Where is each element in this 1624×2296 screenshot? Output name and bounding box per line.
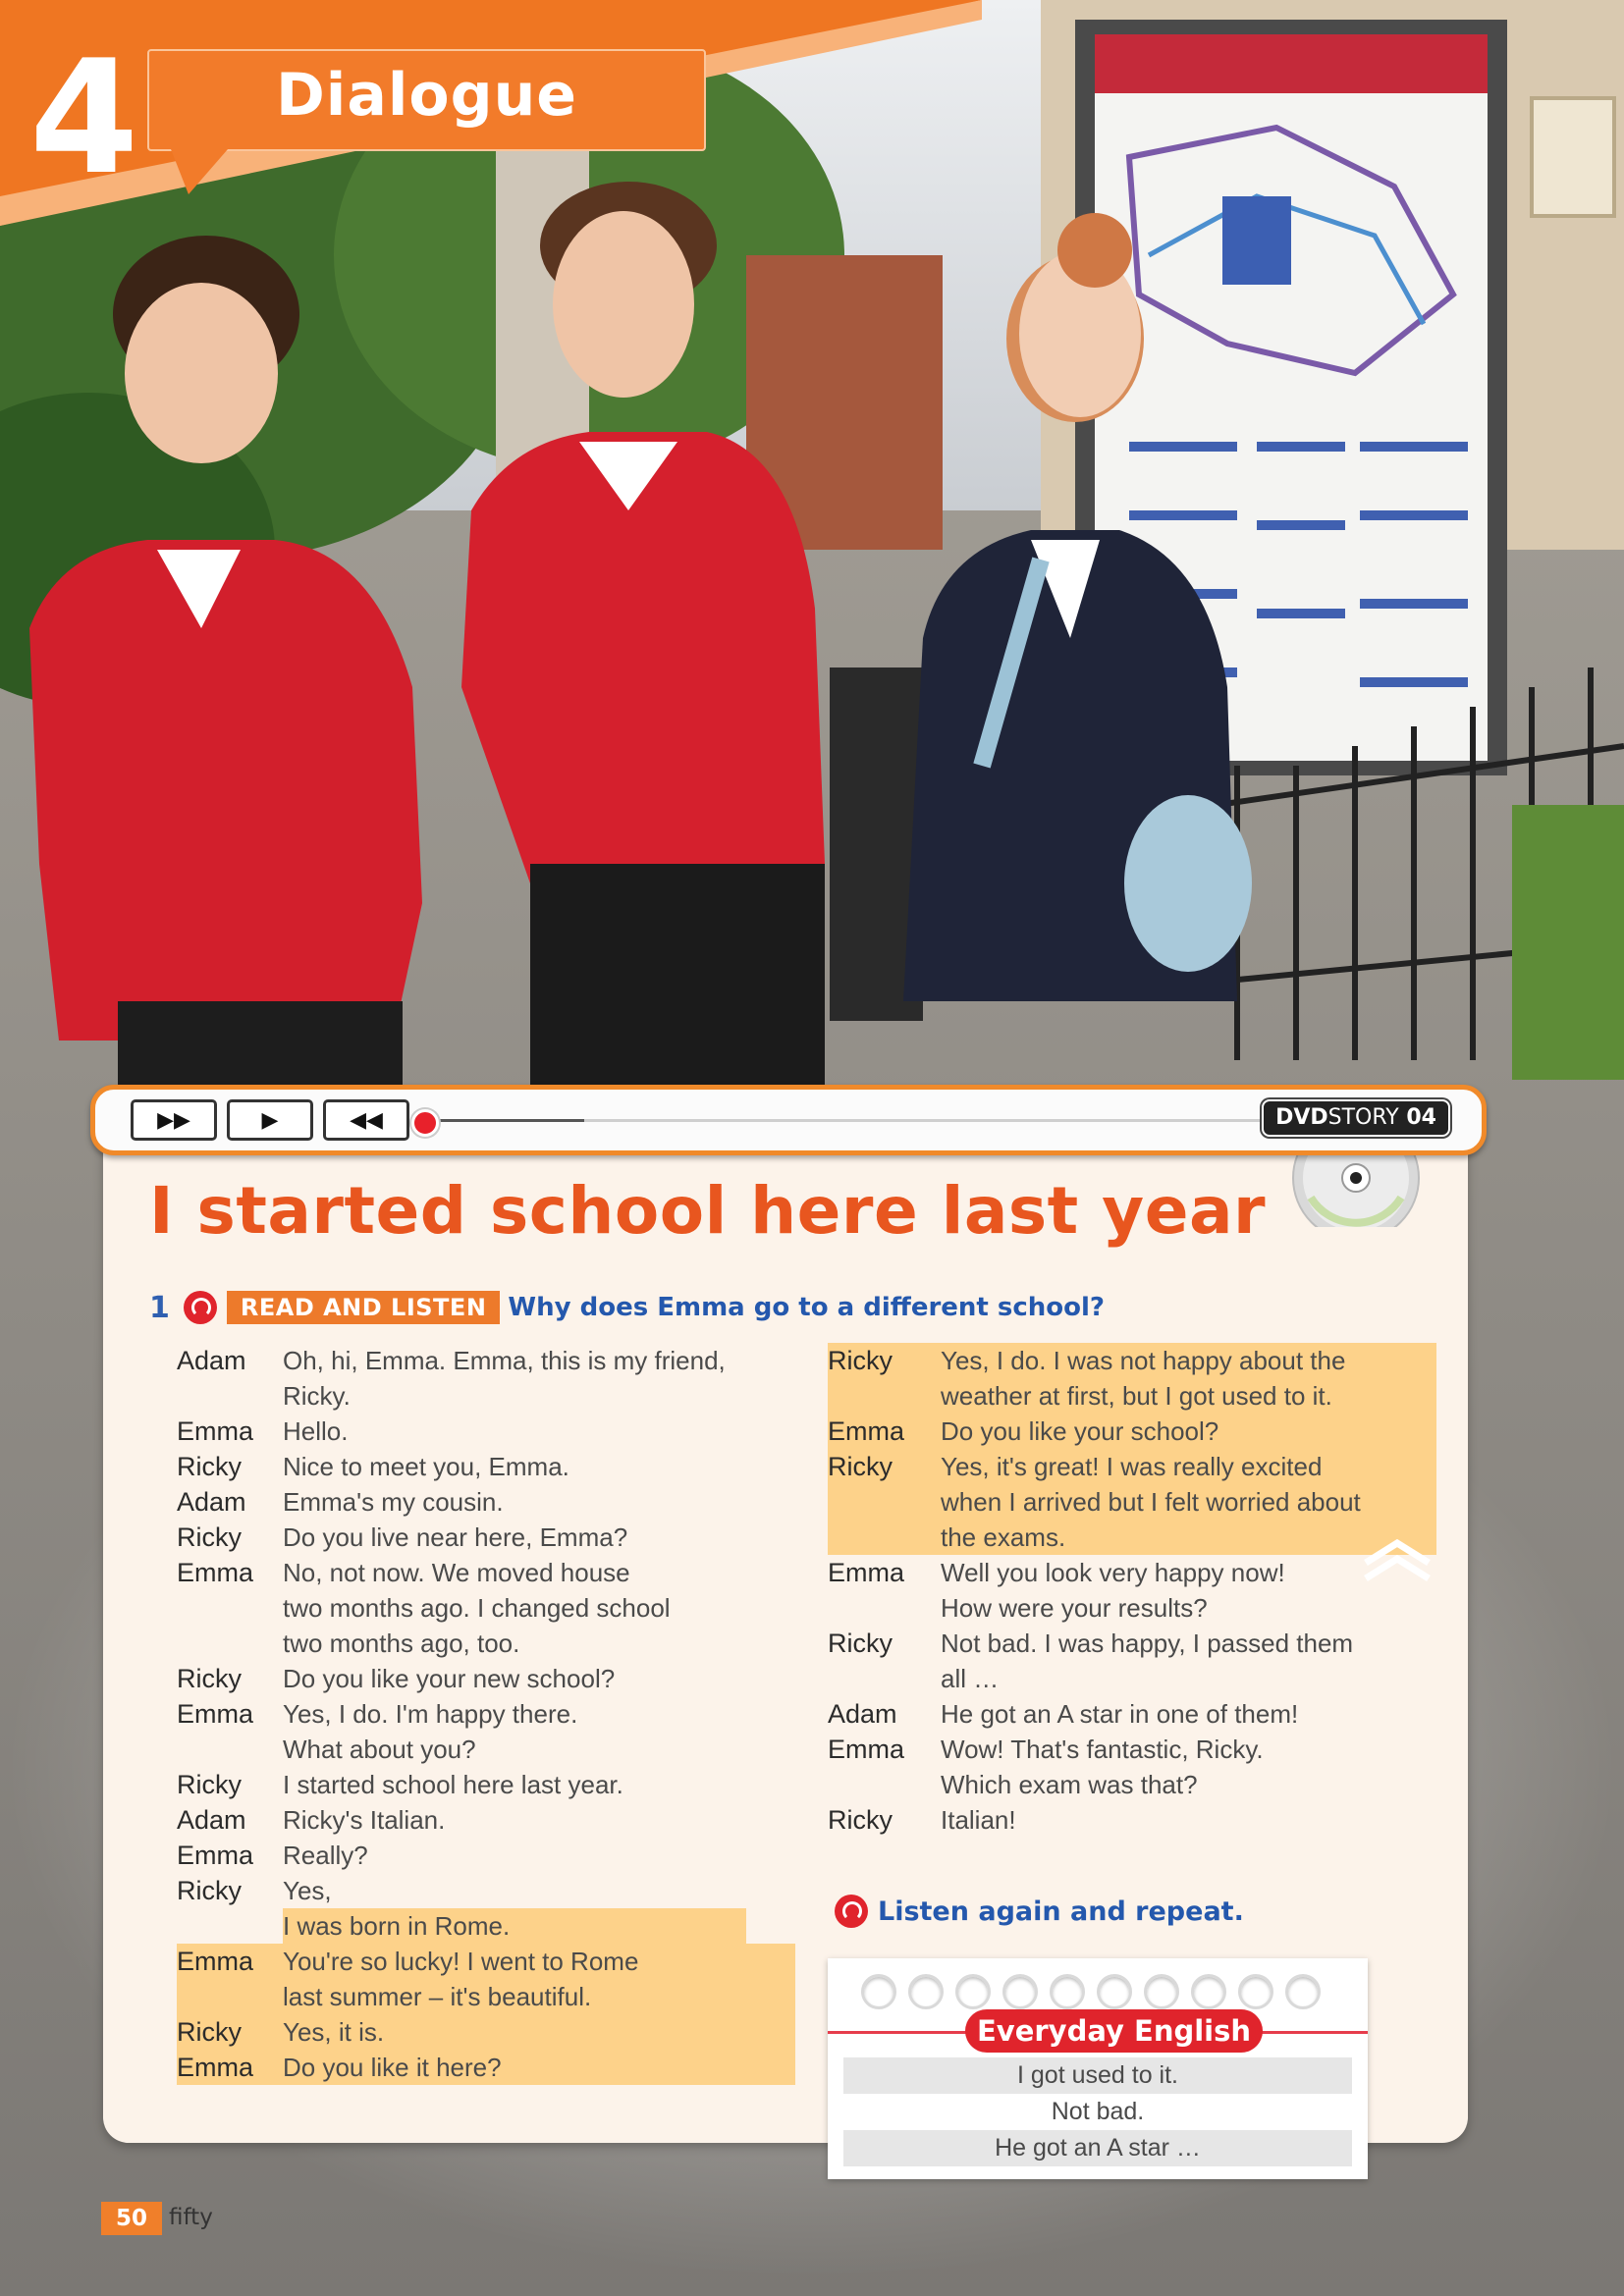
everyday-english-phrase: He got an A star … — [843, 2130, 1352, 2166]
speech-line: Do you like your school? — [941, 1416, 1219, 1446]
binder-ring-icon — [955, 1974, 991, 2009]
speech-line: No, not now. We moved house — [283, 1558, 630, 1587]
speech-line: two months ago. I changed school — [283, 1593, 671, 1623]
speech-text-part: Yes, — [283, 1876, 332, 1905]
speech-text — [941, 1343, 1436, 1414]
speaker-name: Ricky — [828, 1805, 893, 1835]
dialogue-right-column — [828, 1343, 1436, 1838]
dialogue-row — [828, 1343, 1436, 1414]
speech-text — [283, 1873, 795, 1944]
speaker-name: Emma — [177, 1699, 254, 1729]
dialogue-row — [828, 1732, 1436, 1802]
speech-line: Ricky's Italian. — [283, 1805, 446, 1835]
speech-line: He got an A star in one of them! — [941, 1699, 1299, 1729]
speech-text — [283, 1696, 795, 1767]
speech-text — [283, 1944, 795, 2014]
speaker-name: Ricky — [177, 1770, 242, 1799]
fast-forward-button[interactable] — [131, 1099, 217, 1141]
story-number: 04 — [1406, 1105, 1436, 1130]
listen-again-instruction — [835, 1895, 1244, 1928]
speaker-name: Emma — [828, 1735, 905, 1764]
speech-line: Yes, it's great! I was really excited — [941, 1452, 1323, 1481]
binder-ring-icon — [908, 1974, 944, 2009]
speech-text — [283, 2050, 795, 2085]
speech-line: Do you like your new school? — [283, 1664, 616, 1693]
speech-line: Yes, I do. I'm happy there. — [283, 1699, 578, 1729]
rewind-button[interactable] — [323, 1099, 409, 1141]
speech-text — [283, 2014, 795, 2050]
section-title-bubble — [147, 49, 706, 151]
speaker-name: Emma — [177, 1416, 254, 1446]
progress-fill — [427, 1119, 584, 1122]
speech-text — [941, 1732, 1436, 1802]
everyday-english-title: Everyday English — [965, 2009, 1263, 2053]
dialogue-row — [177, 1661, 795, 1696]
dialogue-row — [828, 1555, 1436, 1626]
speech-text — [283, 1449, 795, 1484]
dialogue-row — [828, 1626, 1436, 1696]
speech-line: Yes, I do. I was not happy about the — [941, 1346, 1346, 1375]
dialogue-row — [177, 1414, 795, 1449]
dvd-label: DVD — [1275, 1105, 1328, 1130]
speech-line: when I arrived but I felt worried about — [941, 1487, 1361, 1517]
speaker-name: Ricky — [828, 1629, 893, 1658]
dialogue-row — [828, 1449, 1436, 1555]
speech-line: Oh, hi, Emma. Emma, this is my friend, — [283, 1346, 726, 1375]
dialogue-row — [177, 1944, 795, 2014]
speech-text — [283, 1414, 795, 1449]
dialogue-row — [177, 1696, 795, 1767]
speaker-name: Adam — [177, 1487, 246, 1517]
dialogue-row — [828, 1414, 1436, 1449]
speech-line: Wow! That's fantastic, Ricky. — [941, 1735, 1264, 1764]
speech-text — [283, 1767, 795, 1802]
dialogue-row — [177, 1449, 795, 1484]
exercise-number: 1 — [149, 1290, 170, 1325]
dialogue-row — [828, 1802, 1436, 1838]
dialogue-row — [828, 1696, 1436, 1732]
speech-line: Not bad. I was happy, I passed them — [941, 1629, 1354, 1658]
speaker-name: Adam — [828, 1699, 897, 1729]
dialogue-row — [177, 1555, 795, 1661]
speech-text-highlight: I was born in Rome. — [283, 1908, 746, 1944]
story-label: STORY — [1327, 1105, 1399, 1130]
speech-text — [283, 1520, 795, 1555]
speaker-name: Ricky — [828, 1346, 893, 1375]
video-player-bar — [90, 1085, 1487, 1155]
speech-line: Emma's my cousin. — [283, 1487, 504, 1517]
exercise-question: Why does Emma go to a different school? — [508, 1293, 1106, 1322]
everyday-english-phrase: I got used to it. — [843, 2057, 1352, 2094]
speaker-name: Emma — [177, 1558, 254, 1587]
speech-line: two months ago, too. — [283, 1629, 520, 1658]
headphones-icon — [184, 1291, 217, 1324]
speech-line: all … — [941, 1664, 1000, 1693]
binder-ring-icon — [1050, 1974, 1085, 2009]
fast-forward-icon: ▶▶ — [157, 1107, 190, 1133]
section-title: Dialogue — [275, 61, 577, 130]
dialogue-row — [177, 1802, 795, 1838]
speaker-name: Ricky — [177, 1522, 242, 1552]
dialogue-row — [177, 1873, 795, 1944]
speech-text — [941, 1696, 1436, 1732]
speaker-name: Ricky — [177, 1452, 242, 1481]
speaker-name: Ricky — [177, 1664, 242, 1693]
speaker-name: Adam — [177, 1805, 246, 1835]
everyday-english-card — [828, 1958, 1368, 2179]
speech-bubble-tail — [171, 149, 228, 194]
speech-line: Do you like it here? — [283, 2053, 502, 2082]
binder-ring-icon — [1144, 1974, 1179, 2009]
headphones-icon — [835, 1895, 868, 1928]
binder-ring-icon — [1002, 1974, 1038, 2009]
dialogue-row — [177, 2050, 795, 2085]
speaker-name: Emma — [177, 1841, 254, 1870]
speaker-name: Ricky — [177, 2017, 242, 2047]
dialogue-row — [177, 1343, 795, 1414]
speech-line: weather at first, but I got used to it. — [941, 1381, 1332, 1411]
exercise-header — [149, 1288, 1105, 1327]
binder-ring-icon — [1097, 1974, 1132, 2009]
speech-text — [941, 1414, 1436, 1449]
speech-line: What about you? — [283, 1735, 476, 1764]
speaker-name: Ricky — [177, 1876, 242, 1905]
speech-line: last summer – it's beautiful. — [283, 1982, 592, 2011]
progress-track[interactable] — [427, 1119, 1360, 1122]
dialogue-row — [177, 1838, 795, 1873]
binder-ring-icon — [1238, 1974, 1273, 2009]
speech-line: You're so lucky! I went to Rome — [283, 1947, 639, 1976]
dialogue-row — [177, 1520, 795, 1555]
speaker-name: Emma — [177, 1947, 254, 1976]
speech-text — [283, 1802, 795, 1838]
speech-line: the exams. — [941, 1522, 1066, 1552]
exercise-tag: READ AND LISTEN — [227, 1291, 501, 1324]
speech-text — [283, 1343, 795, 1414]
play-button[interactable] — [227, 1099, 313, 1141]
listen-again-label: Listen again and repeat. — [878, 1896, 1244, 1927]
speaker-name: Emma — [177, 2053, 254, 2082]
speech-line: Well you look very happy now! — [941, 1558, 1285, 1587]
speaker-name: Emma — [828, 1558, 905, 1587]
speech-text — [941, 1626, 1436, 1696]
unit-number: 4 — [29, 26, 139, 209]
page-number: 50 — [101, 2202, 162, 2235]
speech-line: Yes, it is. — [283, 2017, 385, 2047]
chevron-up-icon — [1358, 1533, 1436, 1582]
speech-text — [283, 1661, 795, 1696]
dialogue-row — [177, 1484, 795, 1520]
rewind-icon: ◀◀ — [350, 1107, 383, 1133]
speech-line: How were your results? — [941, 1593, 1208, 1623]
binder-ring-icon — [861, 1974, 896, 2009]
speech-line: Do you live near here, Emma? — [283, 1522, 628, 1552]
lesson-title: I started school here last year — [149, 1173, 1267, 1249]
play-icon: ▶ — [261, 1107, 279, 1133]
speaker-name: Adam — [177, 1346, 246, 1375]
page-number-word: fifty — [169, 2205, 213, 2230]
binder-ring-icon — [1285, 1974, 1321, 2009]
dialogue-left-column — [177, 1343, 795, 2085]
playhead-handle[interactable] — [411, 1109, 439, 1137]
speech-text — [941, 1802, 1436, 1838]
speech-line: Really? — [283, 1841, 368, 1870]
speech-text — [283, 1484, 795, 1520]
speech-text — [283, 1838, 795, 1873]
speaker-name: Ricky — [828, 1452, 893, 1481]
dialogue-row — [177, 1767, 795, 1802]
speech-line: Ricky. — [283, 1381, 351, 1411]
speech-line: Italian! — [941, 1805, 1016, 1835]
speech-line: Hello. — [283, 1416, 349, 1446]
speaker-name: Emma — [828, 1416, 905, 1446]
binder-ring-icon — [1191, 1974, 1226, 2009]
speech-line: I started school here last year. — [283, 1770, 623, 1799]
speech-line: Which exam was that? — [941, 1770, 1198, 1799]
dvd-story-badge — [1262, 1099, 1450, 1137]
dialogue-row — [177, 2014, 795, 2050]
speech-text — [283, 1555, 795, 1661]
everyday-english-phrase: Not bad. — [1051, 2098, 1145, 2125]
speech-line: Nice to meet you, Emma. — [283, 1452, 569, 1481]
